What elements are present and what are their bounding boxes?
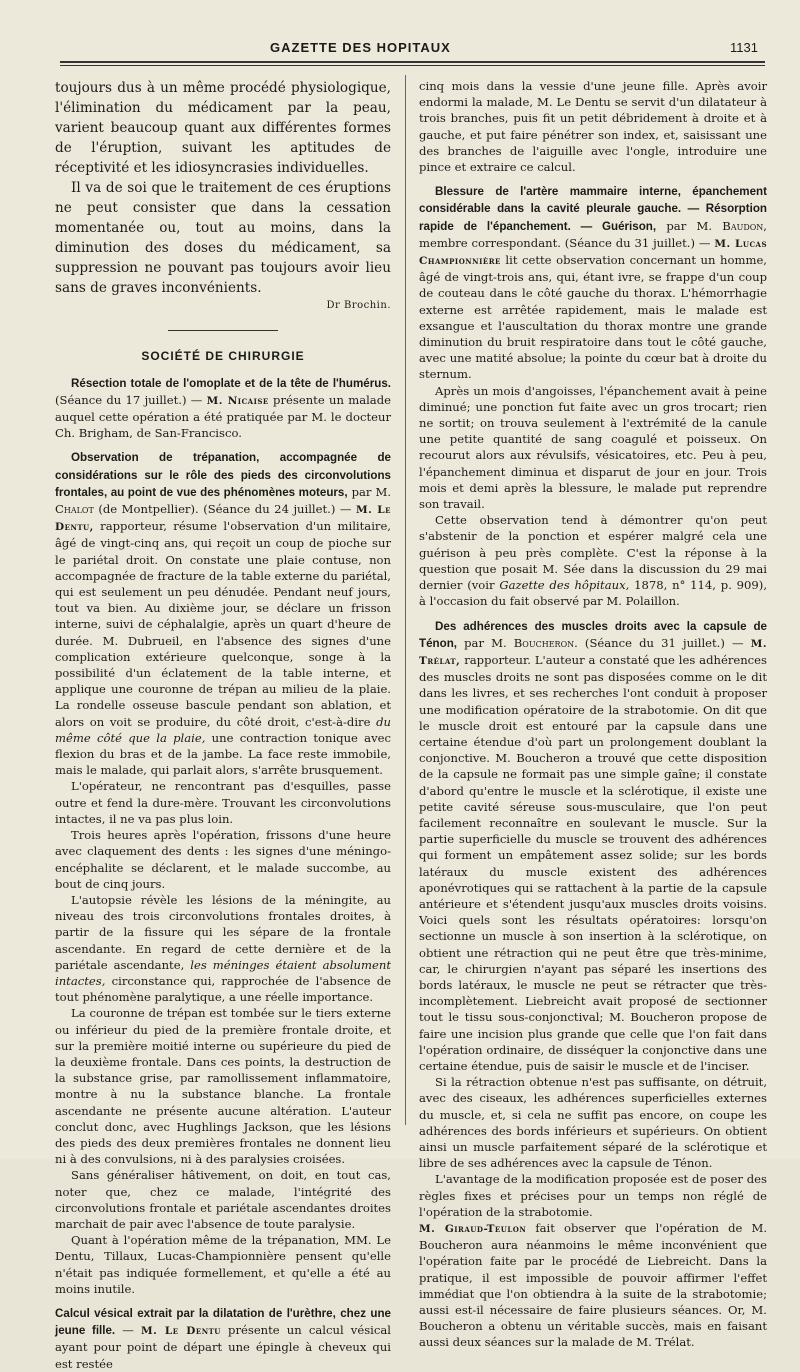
article-adherences: [419, 618, 767, 1075]
paragraph: Si la rétraction obtenue n'est pas suffisante, on détruit, avec des ciseaux, les adhérences superficielles externes du muscle, et, si cela ne suffit pas encore, on coupe les adhérences des bords inférieurs et supérieurs. On obtient ainsi un muscle parfaitement séparé de la sclérotique et libre de ses adhérences avec la capsule de Ténon.: [419, 1075, 767, 1171]
paragraph: [419, 1220, 767, 1351]
ornament-divider: [55, 322, 391, 338]
article-text: une contraction tonique avec flexion du bras et de la jambe. La face reste immobile, mais le malade, qui parlait alors, s'arrête brusquement.: [55, 730, 391, 778]
intro-paragraph-2: Il va de soi que le traitement de ces éruptions ne peut consister que dans la cessation momentanée ou, tout au moins, dans la diminution des doses du médicament, sa suppression ne pouvant pas toujours avoir lieu sans de graves inconvénients.: [55, 180, 391, 296]
article-text: présente un malade auquel cette opération a été pratiquée par M. le docteur Ch. Brigham, de San-Francisco.: [55, 392, 392, 441]
article-text: par M.: [347, 484, 391, 499]
paragraph: [55, 892, 391, 1005]
author-name: Baudon,: [722, 218, 767, 233]
right-column: [419, 78, 767, 1351]
author-signature: Dr Brochin.: [326, 300, 391, 311]
article-text: Cette observation tend à démontrer qu'on peut s'abstenir de la ponction et espérer malgré cela une guérison à peu près complète. C'est la réponse à la question que posait M. Sée dans la discussion du 29 mai dernier (voir: [419, 513, 767, 593]
article-text: fait observer que l'opération de M. Boucheron aura néanmoins le même inconvénient que l'opération faite par le procédé de Liebreicht. Dans la pratique, il est impossible de pouvoir affirmer l'effet immédiat que l'on obtiendra à la suite de la strabotomie; aussi est-il nécessaire de faire plusieurs séances. Or, M. Boucheron a obtenu un véritable succès, mais en faisant aussi deux séances sur la malade de M. Trélat.: [419, 1221, 768, 1350]
paragraph: L'opérateur, ne rencontrant pas d'esquilles, passe outre et fend la dure-mère. Trouvant les circonvolutions intactes, il ne va pas plus loin.: [55, 779, 391, 826]
article-text: par M.: [457, 635, 514, 650]
article-date: (de Montpellier). (Séance du 24 juillet.) —: [93, 502, 357, 517]
header-rule: [60, 61, 765, 63]
article-text: membre correspondant. (Séance du 31 juillet.) —: [419, 235, 715, 250]
speaker-name: M. Lucas Championnière: [419, 237, 768, 268]
article-title: Calcul vésical extrait par la dilatation de l'urèthre, chez une jeune fille.: [55, 1306, 391, 1338]
journal-title: GAZETTE DES HOPITAUX: [270, 40, 451, 55]
paragraph: L'avantage de la modification proposée est de poser des règles fixes et précises pour un temps non réglé de l'opération de la strabotomie.: [419, 1172, 767, 1219]
article-title: Résection totale de l'omoplate et de la tête de l'humérus.: [71, 376, 391, 390]
article-blessure: [419, 183, 767, 382]
speaker-name: M. Nicaise: [206, 394, 269, 407]
author-name: Chalot: [55, 502, 94, 517]
italic-text: du même côté que la plaie,: [55, 714, 391, 745]
column-divider: [405, 75, 406, 1125]
header-rule-thin: [60, 65, 765, 66]
speaker-name: M. Le Dentu: [141, 1325, 221, 1338]
section-title: SOCIÉTÉ DE CHIRURGIE: [141, 349, 305, 364]
left-column: [55, 78, 391, 1372]
speaker-name: M. Le Dentu,: [55, 504, 392, 534]
paragraph: Quant à l'opération même de la trépanation, MM. Le Dentu, Tillaux, Lucas-Championnière pensent qu'elle n'était pas indiquée formellement, et qu'elle a été au moins inutile.: [55, 1233, 391, 1296]
article-title: Observation de trépanation, accompagnée de considérations sur le rôle des pieds des circonvolutions frontales, au point de vue des phénomènes moteurs,: [55, 451, 391, 499]
page-header: [0, 40, 800, 60]
paragraph: La couronne de trépan est tombée sur le tiers externe ou inférieur du pied de la première frontale droite, et sur la première moitié interne ou supérieure du pied de la deuxième frontale. Dans ces points, la destruction de la substance grise, par ramollissement inflammatoire, montre à nu la substance blanche. La frontale ascendante ne présente aucune altération. L'auteur conclut donc, avec Hughlings Jackson, que les lésions des pieds des deux premières frontales ne donnent lieu ni à des convulsions, ni à des paralysies croisées.: [55, 1006, 391, 1167]
paragraph: cinq mois dans la vessie d'une jeune fille. Après avoir endormi la malade, M. Le Dentu se servit d'un dilatateur à trois branches, puis fit un petit débridement à droite et à gauche, et put faire pénétrer son index, et, saisissant une des branches de l'aiguille avec l'ongle, introduire une pince et extraire ce calcul.: [419, 79, 767, 175]
article-title: Des adhérences des muscles droits avec la capsule de Ténon,: [419, 619, 767, 650]
italic-text: Gazette des hôpitaux,: [499, 578, 630, 593]
paragraph: Trois heures après l'opération, frissons d'une heure avec claquement des dents : les signes d'une méningo-encéphalite se déclarent, et le malade succombe, au bout de cinq jours.: [55, 828, 391, 891]
speaker-name: M. Trélat,: [419, 637, 767, 667]
speaker-name: M. Giraud-Teulon: [419, 1223, 527, 1236]
page-number: 1131: [730, 40, 758, 55]
article-date: (Séance du 17 juillet.) —: [55, 392, 207, 407]
article-text: rapporteur, résume l'observation d'un militaire, âgé de vingt-cinq ans, qui reçoit un coup de pioche sur le pariétal droit. On constate une plaie contuse, non accompagnée de fracture de la table externe du pariétal, qui est seulement un peu dénudée. Pendant neuf jours, tout va bien. Au dixième jour, se déclare un frisson interne, suivi de céphalalgie, après un quart d'heure de durée. M. Dubrueil, en l'absence des signes d'une complication extérieure quelconque, songe à la possibilité d'un éclatement de la table interne, et applique une couronne de trépan au milieu de la plaie. La rondelle osseuse bascule pendant son ablation, et alors on voit se produire, du côté droit, c'est-à-dire: [55, 519, 391, 729]
paragraph: Sans généraliser hâtivement, on doit, en tout cas, noter que, chez ce malade, l'intégrité des circonvolutions frontale et pariétale ascendantes droites marchait de pair avec l'absence de toute paralysie.: [55, 1168, 391, 1231]
article-text: rapporteur. L'auteur a constaté que les adhérences des muscles droits ne sont pas disposées comme on le dit dans les livres, et ses recherches l'ont conduit à proposer une modification opératoire de la strabotomie. On dit que le muscle droit est entouré par la capsule dans une certaine étendue d'où part un prolongement doublant la conjonctive. M. Boucheron a trouvé que cette disposition de la capsule ne formait pas une simple gaîne; il constate d'abord qu'entre le muscle et la sclérotique, il existe une petite cavité séreuse sous-musculaire, que l'on peut facilement reconnaître en soulevant le muscle. Sur la partie superficielle du muscle se trouvent des adhérences qui forment un empâtement assez solide; sur les bords latéraux du muscle existent des adhérences aponévrotiques qui se rattachent à la partie de la capsule antérieure et s'étendent jusqu'aux muscles droits voisins. Voici quels sont les résultats opératoires: lorsqu'on sectionne un muscle à son insertion à la sclérotique, on obtient une rétraction qui ne peut être que très-minime, car, le chirurgien n'ayant pas séparé les insertions des bords latéraux, le muscle ne peut se rétracter que très-incomplètement. Liebreicht avait proposé de sectionner tout le tissu sous-conjonctival; M. Boucheron propose de faire une incision plus grande que celle que l'on fait dans l'opération ordinaire, de disséquer la conjonctive dans une certaine étendue, puis de saisir le muscle et de l'inciser.: [419, 652, 767, 1073]
article-trepanation: [55, 449, 391, 778]
paragraph: Après un mois d'angoisses, l'épanchement avait à peine diminué; une ponction fut faite avec un gros trocart; rien ne sortit; on trouva seulement à l'extrémité de la canule une petite quantité de sang coagulé et poisseux. On recourut alors aux révulsifs, vésicatoires, etc. Peu à peu, l'épanchement diminua et disparut de jour en jour. Trois mois et demi après la blessure, le malade put reprendre son travail.: [419, 383, 767, 512]
intro-paragraph: toujours dus à un même procédé physiologique, l'élimination du médicament par la peau, varient beaucoup quant aux différentes formes de l'éruption, suivant les aptitudes de réceptivité et les idiosyncrasies individuelles.: [55, 80, 391, 176]
article-date: (Séance du 31 juillet.) —: [577, 635, 751, 650]
paragraph: [419, 512, 767, 609]
article-text: circonstance qui, rapprochée de l'absence de tout phénomène paralytique, a une réelle importance.: [55, 973, 391, 1005]
article-title: Blessure de l'artère mammaire interne, épanchement considérable dans la cavité pleurale gauche. — Résorption rapide de l'épanchement. — Guérison,: [419, 185, 767, 233]
article-text: —: [115, 1323, 142, 1338]
article-text: 1878, n° 114, p. 909), à l'occasion du fait observé par M. Polaillon.: [419, 578, 768, 609]
article-text: lit cette observation concernant un homme, âgé de vingt-trois ans, qui, étant ivre, se frappe d'un coup de couteau dans le côté gauche du thorax. L'hémorrhagie externe est arrêtée rapidement, mais le malade est exsangue et l'auscultation du thorax montre une grande diminution du bruit respiratoire dans tout le côté gauche, avec une matité absolue; la pointe du cœur bat à droite du sternum.: [419, 253, 767, 382]
article-resection: [55, 375, 391, 442]
italic-text: les méninges étaient absolument intactes,: [55, 957, 391, 988]
article-calcul: [55, 1305, 391, 1372]
author-name: Boucheron.: [513, 635, 578, 650]
article-text: L'autopsie révèle les lésions de la méningite, au niveau des trois circonvolutions frontales droites, à partir de la fissure qui les sépare de la frontale ascendante. En regard de cette dernière et de la pariétale ascendante,: [55, 892, 391, 972]
article-text: par M.: [656, 218, 723, 233]
article-text: présente un calcul vésical ayant pour point de départ une épingle à cheveux qui est restée: [55, 1323, 391, 1371]
